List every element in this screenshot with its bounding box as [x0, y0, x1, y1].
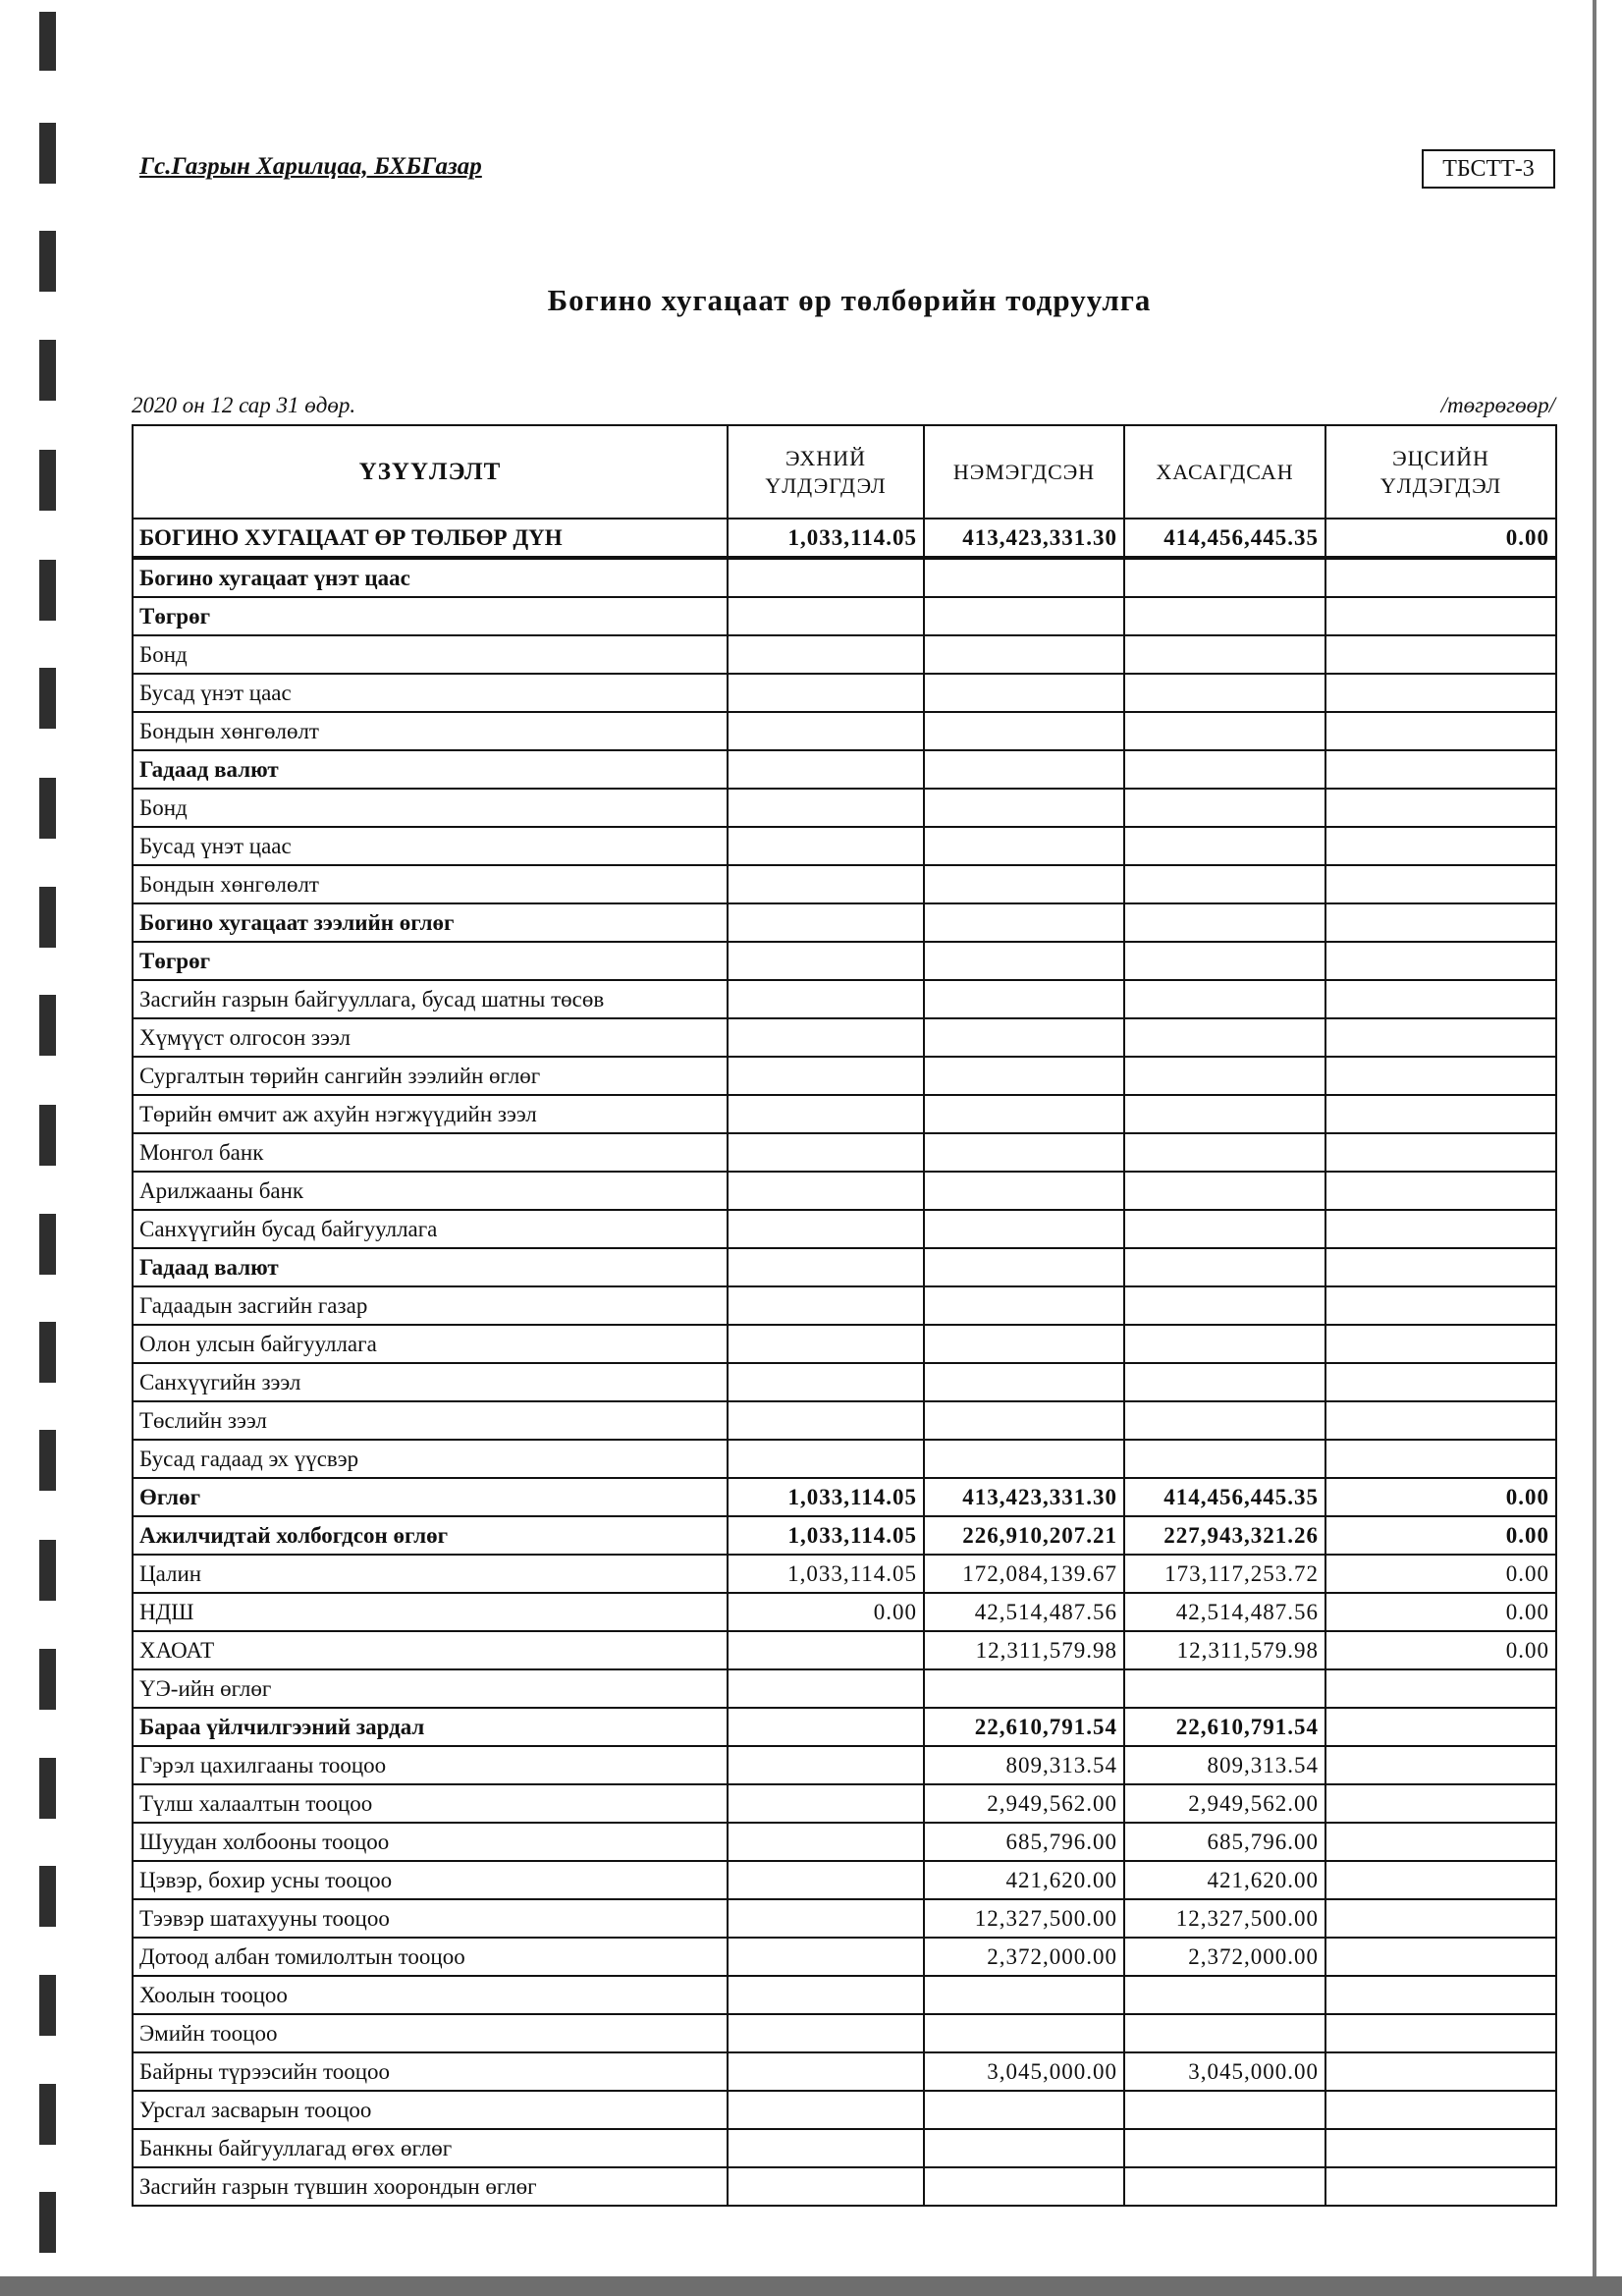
- opening-balance: [728, 2129, 924, 2167]
- table-row: [133, 1976, 1556, 2014]
- increase-value: [924, 674, 1124, 712]
- table-row: [133, 558, 1556, 597]
- increase-value: [924, 635, 1124, 674]
- decrease-value: [1124, 827, 1325, 865]
- table-row: [133, 1516, 1556, 1555]
- increase-value: [924, 1363, 1124, 1401]
- table-row: [133, 712, 1556, 750]
- table-row: [133, 1899, 1556, 1938]
- closing-balance: [1325, 597, 1556, 635]
- table-row: [133, 1401, 1556, 1440]
- decrease-value: 421,620.00: [1124, 1861, 1325, 1899]
- row-label: Түлш халаалтын тооцоо: [133, 1784, 728, 1823]
- opening-balance: [728, 1861, 924, 1899]
- scan-bottom-edge: [0, 2276, 1622, 2296]
- table-row: [133, 1286, 1556, 1325]
- closing-balance: 0.00: [1325, 519, 1556, 558]
- row-label: Цэвэр, бохир усны тооцоо: [133, 1861, 728, 1899]
- closing-balance: [1325, 712, 1556, 750]
- decrease-value: [1124, 2167, 1325, 2206]
- row-label: Сургалтын төрийн сангийн зээлийн өглөг: [133, 1057, 728, 1095]
- increase-value: 413,423,331.30: [924, 1478, 1124, 1516]
- closing-balance: [1325, 2091, 1556, 2129]
- opening-balance: [728, 942, 924, 980]
- closing-balance: 0.00: [1325, 1593, 1556, 1631]
- row-label: Бусад үнэт цаас: [133, 827, 728, 865]
- opening-balance: [728, 1172, 924, 1210]
- increase-value: 421,620.00: [924, 1861, 1124, 1899]
- col-header-closing: [1325, 425, 1556, 519]
- increase-value: [924, 1210, 1124, 1248]
- closing-balance: [1325, 1976, 1556, 2014]
- row-label: Урсгал засварын тооцоо: [133, 2091, 728, 2129]
- row-label: Дотоод албан томилолтын тооцоо: [133, 1938, 728, 1976]
- row-label: Өглөг: [133, 1478, 728, 1516]
- opening-balance: [728, 1363, 924, 1401]
- row-label: Гадаад валют: [133, 750, 728, 789]
- increase-value: 42,514,487.56: [924, 1593, 1124, 1631]
- closing-balance: [1325, 1746, 1556, 1784]
- closing-balance: [1325, 558, 1556, 597]
- opening-balance: [728, 635, 924, 674]
- table-row: [133, 1861, 1556, 1899]
- table-row: [133, 597, 1556, 635]
- decrease-value: 3,045,000.00: [1124, 2052, 1325, 2091]
- table-row: [133, 1593, 1556, 1631]
- table-row: [133, 2129, 1556, 2167]
- increase-value: [924, 1248, 1124, 1286]
- decrease-value: [1124, 2014, 1325, 2052]
- increase-value: [924, 1172, 1124, 1210]
- decrease-value: [1124, 1440, 1325, 1478]
- opening-balance: [728, 2052, 924, 2091]
- row-label: Бонд: [133, 789, 728, 827]
- row-label: Бараа үйлчилгээний зардал: [133, 1708, 728, 1746]
- table-row: [133, 2167, 1556, 2206]
- increase-value: [924, 2091, 1124, 2129]
- row-label: Монгол банк: [133, 1133, 728, 1172]
- opening-balance: [728, 1095, 924, 1133]
- row-label: Гадаад валют: [133, 1248, 728, 1286]
- increase-value: [924, 597, 1124, 635]
- report-date: 2020 он 12 сар 31 өдөр.: [132, 393, 356, 417]
- table-row: [133, 2091, 1556, 2129]
- row-label: Төгрөг: [133, 597, 728, 635]
- closing-balance: [1325, 674, 1556, 712]
- increase-value: [924, 942, 1124, 980]
- opening-balance: [728, 558, 924, 597]
- closing-balance: [1325, 1401, 1556, 1440]
- decrease-value: [1124, 789, 1325, 827]
- opening-balance: [728, 1899, 924, 1938]
- row-label: Эмийн тооцоо: [133, 2014, 728, 2052]
- decrease-value: [1124, 750, 1325, 789]
- closing-balance: [1325, 942, 1556, 980]
- closing-balance: [1325, 903, 1556, 942]
- row-label: ҮЭ-ийн өглөг: [133, 1669, 728, 1708]
- decrease-value: [1124, 597, 1325, 635]
- increase-value: [924, 1669, 1124, 1708]
- increase-value: [924, 1440, 1124, 1478]
- table-row: [133, 1018, 1556, 1057]
- closing-balance: 0.00: [1325, 1631, 1556, 1669]
- currency-unit: /төгрөгөөр/: [1440, 393, 1555, 417]
- closing-balance: 0.00: [1325, 1516, 1556, 1555]
- decrease-value: [1124, 1172, 1325, 1210]
- opening-balance: [728, 980, 924, 1018]
- decrease-value: [1124, 712, 1325, 750]
- decrease-value: 12,311,579.98: [1124, 1631, 1325, 1669]
- organization-name: Гс.Газрын Харилцаа, БХБГазар: [139, 153, 482, 180]
- increase-value: [924, 1401, 1124, 1440]
- liabilities-table: [132, 424, 1557, 2207]
- opening-balance: 1,033,114.05: [728, 1478, 924, 1516]
- closing-balance: [1325, 1669, 1556, 1708]
- decrease-value: 2,949,562.00: [1124, 1784, 1325, 1823]
- decrease-value: [1124, 1133, 1325, 1172]
- opening-balance: [728, 712, 924, 750]
- table-row: [133, 1746, 1556, 1784]
- table-row: [133, 2014, 1556, 2052]
- closing-balance: [1325, 1784, 1556, 1823]
- table-row: [133, 1325, 1556, 1363]
- increase-value: [924, 558, 1124, 597]
- decrease-value: [1124, 1669, 1325, 1708]
- opening-balance: [728, 1248, 924, 1286]
- closing-balance: [1325, 2129, 1556, 2167]
- increase-value: [924, 789, 1124, 827]
- opening-balance: [728, 903, 924, 942]
- decrease-value: 2,372,000.00: [1124, 1938, 1325, 1976]
- closing-balance: [1325, 1172, 1556, 1210]
- opening-balance: [728, 1286, 924, 1325]
- row-label: Бондын хөнгөлөлт: [133, 865, 728, 903]
- decrease-value: 42,514,487.56: [1124, 1593, 1325, 1631]
- row-label: Засгийн газрын байгууллага, бусад шатны төсөв: [133, 980, 728, 1018]
- col-header-decrease: ХАСАГДСАН: [1124, 425, 1325, 519]
- decrease-value: [1124, 1210, 1325, 1248]
- col-header-closing-line2: ҮЛДЭГДЭЛ: [1379, 472, 1502, 498]
- decrease-value: [1124, 1018, 1325, 1057]
- table-row: [133, 789, 1556, 827]
- increase-value: [924, 1057, 1124, 1095]
- table-row: [133, 1172, 1556, 1210]
- increase-value: [924, 2014, 1124, 2052]
- opening-balance: [728, 674, 924, 712]
- closing-balance: [1325, 750, 1556, 789]
- opening-balance: [728, 2167, 924, 2206]
- decrease-value: [1124, 1976, 1325, 2014]
- increase-value: [924, 1133, 1124, 1172]
- table-row: [133, 1248, 1556, 1286]
- closing-balance: [1325, 1210, 1556, 1248]
- increase-value: [924, 712, 1124, 750]
- table-row: [133, 1478, 1556, 1516]
- closing-balance: [1325, 1095, 1556, 1133]
- closing-balance: [1325, 1325, 1556, 1363]
- table-row: [133, 2052, 1556, 2091]
- table-body: [133, 519, 1556, 2206]
- table-row: [133, 1210, 1556, 1248]
- row-label: Арилжааны банк: [133, 1172, 728, 1210]
- opening-balance: [728, 1401, 924, 1440]
- increase-value: 2,372,000.00: [924, 1938, 1124, 1976]
- table-row: [133, 1363, 1556, 1401]
- closing-balance: [1325, 1708, 1556, 1746]
- decrease-value: [1124, 2091, 1325, 2129]
- table-row: [133, 980, 1556, 1018]
- opening-balance: [728, 1631, 924, 1669]
- closing-balance: [1325, 789, 1556, 827]
- table-row: [133, 1784, 1556, 1823]
- closing-balance: [1325, 2167, 1556, 2206]
- col-header-opening-line1: ЭХНИЙ: [785, 445, 866, 470]
- row-label: Хоолын тооцоо: [133, 1976, 728, 2014]
- increase-value: [924, 865, 1124, 903]
- opening-balance: [728, 2014, 924, 2052]
- closing-balance: [1325, 1057, 1556, 1095]
- page-title: Богино хугацаат өр төлбөрийн тодруулга: [547, 283, 1152, 317]
- table-row: [133, 1823, 1556, 1861]
- col-header-increase: НЭМЭГДСЭН: [924, 425, 1124, 519]
- table-row: [133, 903, 1556, 942]
- increase-value: [924, 827, 1124, 865]
- increase-value: [924, 1018, 1124, 1057]
- decrease-value: 227,943,321.26: [1124, 1516, 1325, 1555]
- opening-balance: [728, 1669, 924, 1708]
- closing-balance: [1325, 2014, 1556, 2052]
- closing-balance: [1325, 1861, 1556, 1899]
- opening-balance: [728, 1708, 924, 1746]
- decrease-value: [1124, 942, 1325, 980]
- increase-value: 12,311,579.98: [924, 1631, 1124, 1669]
- row-label: Байрны түрээсийн тооцоо: [133, 2052, 728, 2091]
- row-label: Цалин: [133, 1555, 728, 1593]
- decrease-value: 173,117,253.72: [1124, 1555, 1325, 1593]
- opening-balance: [728, 750, 924, 789]
- opening-balance: [728, 1976, 924, 2014]
- decrease-value: 414,456,445.35: [1124, 519, 1325, 558]
- increase-value: 12,327,500.00: [924, 1899, 1124, 1938]
- closing-balance: [1325, 1133, 1556, 1172]
- increase-value: 3,045,000.00: [924, 2052, 1124, 2091]
- increase-value: [924, 1095, 1124, 1133]
- table-row: [133, 750, 1556, 789]
- opening-balance: [728, 827, 924, 865]
- increase-value: 809,313.54: [924, 1746, 1124, 1784]
- row-label: Бусад үнэт цаас: [133, 674, 728, 712]
- row-label: Тээвэр шатахууны тооцоо: [133, 1899, 728, 1938]
- opening-balance: [728, 597, 924, 635]
- opening-balance: [728, 1133, 924, 1172]
- opening-balance: [728, 2091, 924, 2129]
- row-label: Төслийн зээл: [133, 1401, 728, 1440]
- decrease-value: [1124, 558, 1325, 597]
- table-row: [133, 1095, 1556, 1133]
- table-row: [133, 865, 1556, 903]
- decrease-value: 685,796.00: [1124, 1823, 1325, 1861]
- row-label: Ажилчидтай холбогдсон өглөг: [133, 1516, 728, 1555]
- decrease-value: 414,456,445.35: [1124, 1478, 1325, 1516]
- row-label: Бусад гадаад эх үүсвэр: [133, 1440, 728, 1478]
- decrease-value: [1124, 1057, 1325, 1095]
- closing-balance: [1325, 1286, 1556, 1325]
- table-row: [133, 1057, 1556, 1095]
- opening-balance: [728, 1325, 924, 1363]
- opening-balance: 1,033,114.05: [728, 519, 924, 558]
- table-row: [133, 1708, 1556, 1746]
- closing-balance: [1325, 1363, 1556, 1401]
- increase-value: [924, 750, 1124, 789]
- table-header-row: [133, 425, 1556, 519]
- decrease-value: [1124, 1401, 1325, 1440]
- table-row: [133, 827, 1556, 865]
- opening-balance: [728, 1018, 924, 1057]
- table-row: [133, 1133, 1556, 1172]
- closing-balance: [1325, 1018, 1556, 1057]
- row-label: Гэрэл цахилгааны тооцоо: [133, 1746, 728, 1784]
- table-row: [133, 519, 1556, 558]
- row-label: Бонд: [133, 635, 728, 674]
- opening-balance: [728, 1210, 924, 1248]
- closing-balance: 0.00: [1325, 1555, 1556, 1593]
- decrease-value: [1124, 1363, 1325, 1401]
- increase-value: [924, 2167, 1124, 2206]
- increase-value: 413,423,331.30: [924, 519, 1124, 558]
- closing-balance: [1325, 635, 1556, 674]
- decrease-value: [1124, 1095, 1325, 1133]
- row-label: Санхүүгийн бусад байгууллага: [133, 1210, 728, 1248]
- decrease-value: [1124, 1325, 1325, 1363]
- opening-balance: 0.00: [728, 1593, 924, 1631]
- decrease-value: 809,313.54: [1124, 1746, 1325, 1784]
- row-label: Бондын хөнгөлөлт: [133, 712, 728, 750]
- closing-balance: [1325, 1248, 1556, 1286]
- decrease-value: [1124, 903, 1325, 942]
- opening-balance: 1,033,114.05: [728, 1555, 924, 1593]
- increase-value: 226,910,207.21: [924, 1516, 1124, 1555]
- table-row: [133, 1440, 1556, 1478]
- closing-balance: [1325, 1440, 1556, 1478]
- col-header-indicator: ҮЗҮҮЛЭЛТ: [133, 425, 728, 519]
- decrease-value: [1124, 674, 1325, 712]
- increase-value: 2,949,562.00: [924, 1784, 1124, 1823]
- closing-balance: [1325, 980, 1556, 1018]
- closing-balance: [1325, 865, 1556, 903]
- opening-balance: [728, 1784, 924, 1823]
- decrease-value: [1124, 865, 1325, 903]
- closing-balance: [1325, 1823, 1556, 1861]
- increase-value: 172,084,139.67: [924, 1555, 1124, 1593]
- table-row: [133, 1555, 1556, 1593]
- row-label: Шуудан холбооны тооцоо: [133, 1823, 728, 1861]
- decrease-value: 22,610,791.54: [1124, 1708, 1325, 1746]
- closing-balance: [1325, 1938, 1556, 1976]
- row-label: Олон улсын байгууллага: [133, 1325, 728, 1363]
- table-row: [133, 1938, 1556, 1976]
- increase-value: [924, 2129, 1124, 2167]
- row-label: Төрийн өмчит аж ахуйн нэгжүүдийн зээл: [133, 1095, 728, 1133]
- opening-balance: [728, 1823, 924, 1861]
- closing-balance: 0.00: [1325, 1478, 1556, 1516]
- increase-value: [924, 1325, 1124, 1363]
- increase-value: [924, 1286, 1124, 1325]
- row-label: Засгийн газрын түвшин хоорондын өглөг: [133, 2167, 728, 2206]
- opening-balance: [728, 1440, 924, 1478]
- closing-balance: [1325, 2052, 1556, 2091]
- table-row: [133, 1669, 1556, 1708]
- row-label: Банкны байгууллагад өгөх өглөг: [133, 2129, 728, 2167]
- increase-value: 685,796.00: [924, 1823, 1124, 1861]
- closing-balance: [1325, 827, 1556, 865]
- increase-value: [924, 1976, 1124, 2014]
- table-row: [133, 942, 1556, 980]
- row-label: Гадаадын засгийн газар: [133, 1286, 728, 1325]
- table-row: [133, 635, 1556, 674]
- opening-balance: [728, 865, 924, 903]
- increase-value: [924, 903, 1124, 942]
- row-label: БОГИНО ХУГАЦААТ ӨР ТӨЛБӨР ДҮН: [133, 519, 728, 558]
- row-label: Богино хугацаат зээлийн өглөг: [133, 903, 728, 942]
- col-header-closing-line1: ЭЦСИЙН: [1392, 445, 1489, 470]
- col-header-opening-line2: ҮЛДЭГДЭЛ: [765, 472, 887, 498]
- opening-balance: [728, 789, 924, 827]
- decrease-value: [1124, 980, 1325, 1018]
- opening-balance: [728, 1938, 924, 1976]
- table-row: [133, 674, 1556, 712]
- opening-balance: [728, 1746, 924, 1784]
- col-header-opening: [728, 425, 924, 519]
- decrease-value: [1124, 1248, 1325, 1286]
- row-label: ХАОАТ: [133, 1631, 728, 1669]
- row-label: Төгрөг: [133, 942, 728, 980]
- decrease-value: [1124, 1286, 1325, 1325]
- row-label: НДШ: [133, 1593, 728, 1631]
- increase-value: [924, 980, 1124, 1018]
- row-label: Хүмүүст олгосон зээл: [133, 1018, 728, 1057]
- table-row: [133, 1631, 1556, 1669]
- decrease-value: [1124, 635, 1325, 674]
- row-label: Богино хугацаат үнэт цаас: [133, 558, 728, 597]
- opening-balance: [728, 1057, 924, 1095]
- decrease-value: [1124, 2129, 1325, 2167]
- scan-right-edge: [1593, 0, 1596, 2278]
- opening-balance: 1,033,114.05: [728, 1516, 924, 1555]
- form-code: ТБСТТ-3: [1422, 149, 1555, 189]
- row-label: Санхүүгийн зээл: [133, 1363, 728, 1401]
- increase-value: 22,610,791.54: [924, 1708, 1124, 1746]
- closing-balance: [1325, 1899, 1556, 1938]
- decrease-value: 12,327,500.00: [1124, 1899, 1325, 1938]
